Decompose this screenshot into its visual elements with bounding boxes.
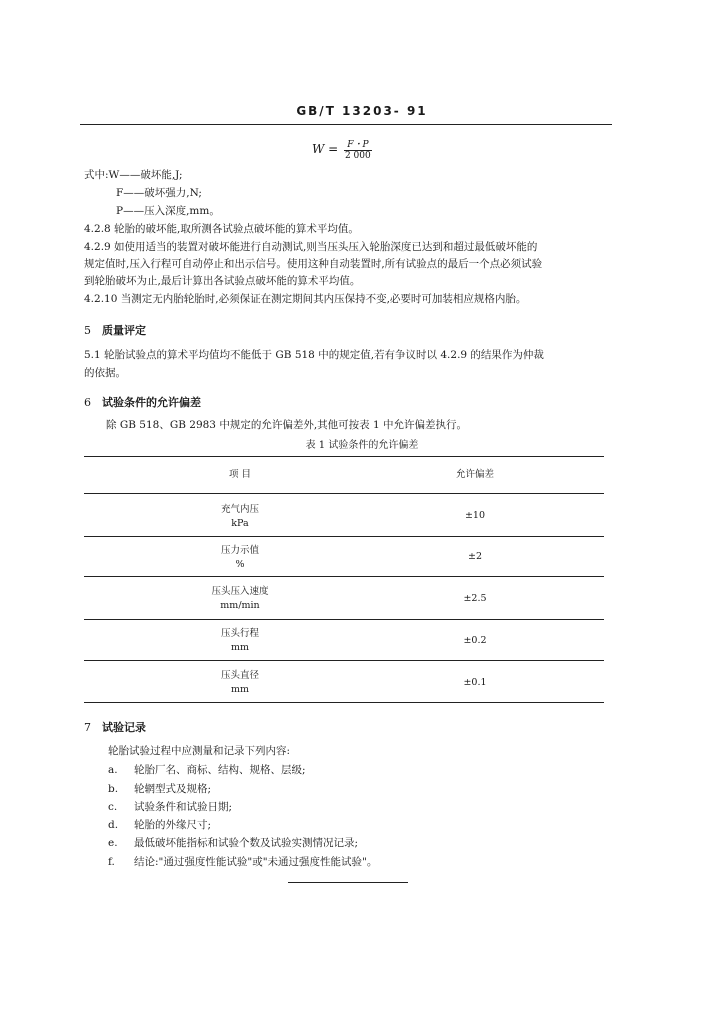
section-5-number: 5 (84, 324, 91, 337)
table-row-4-item: 压头行程 (220, 628, 259, 639)
table-row-rule (84, 660, 604, 661)
section-7-heading (84, 719, 146, 735)
section-6-intro: 除 GB 518、GB 2983 中规定的允许偏差外,其他可按表 1 中允许偏差执行。 (106, 419, 468, 431)
record-item-d-text: 轮胎的外缘尺寸; (134, 819, 212, 831)
record-item-f-letter: f. (108, 856, 115, 868)
table-row-5-item: 压头直径 (220, 670, 259, 681)
formula-lhs: W = (312, 142, 339, 156)
table-row-rule (84, 576, 604, 577)
clause-4-2-10: 4.2.10 当测定无内胎轮胎时,必须保证在测定期间其内压保持不变,必要时可加装相应规格内胎。 (84, 293, 527, 305)
table-row-3-tolerance: ±2.5 (463, 593, 487, 604)
clause-5-1-line1: 5.1 轮胎试验点的算术平均值均不能低于 GB 518 中的规定值,若有争议时以 4.2.9 的结果作为仲裁 (84, 349, 544, 361)
table-row-2-unit: % (235, 559, 245, 570)
table-row-1-tolerance: ±10 (464, 510, 486, 521)
section-6-number: 6 (84, 396, 91, 409)
header-rule (80, 124, 612, 125)
record-item-d (108, 818, 211, 832)
record-item-e-letter: e. (108, 837, 118, 849)
section-6-heading (84, 394, 201, 410)
record-item-b-letter: b. (108, 783, 119, 795)
clause-4-2-9-line1: 4.2.9 如使用适当的装置对破坏能进行自动测试,则当压头压入轮胎深度已达到和超过最低破坏能的 (84, 241, 538, 253)
table-row-5-unit: mm (230, 684, 250, 695)
table-row-2-item: 压力示值 (220, 545, 259, 556)
table-row-2-tolerance: ±2 (467, 551, 482, 562)
section-7-intro: 轮胎试验过程中应测量和记录下列内容: (108, 745, 291, 757)
clause-4-2-8: 4.2.8 轮胎的破坏能,取所测各试验点破坏能的算术平均值。 (84, 223, 359, 235)
record-item-f-text: 结论:"通过强度性能试验"或"未通过强度性能试验"。 (134, 856, 378, 868)
standard-code-header: GB/T 13203- 91 (296, 104, 428, 118)
where-p-definition: P——压入深度,mm。 (116, 205, 220, 217)
section-6-title: 试验条件的允许偏差 (102, 396, 201, 409)
table-top-rule (84, 456, 604, 457)
record-item-c-text: 试验条件和试验日期; (134, 801, 233, 813)
energy-formula (312, 137, 372, 161)
table-row-1-item: 充气内压 (220, 504, 259, 515)
section-5-heading (84, 322, 146, 338)
formula-numerator: F・P (344, 137, 371, 151)
table-header-rule (84, 493, 604, 494)
where-f-definition: F——破坏强力,N; (116, 187, 202, 199)
table-row-4-tolerance: ±0.2 (463, 635, 487, 646)
table-row-3-item: 压头压入速度 (211, 586, 269, 597)
record-item-a (108, 763, 306, 777)
section-7-title: 试验记录 (102, 721, 146, 734)
table-row-4-unit: mm (230, 642, 250, 653)
formula-denominator: 2 000 (344, 151, 371, 161)
record-item-d-letter: d. (108, 819, 119, 831)
record-item-a-text: 轮胎厂名、商标、结构、规格、层级; (134, 764, 306, 776)
record-item-b (108, 782, 211, 796)
record-item-c-letter: c. (108, 801, 118, 813)
record-item-c (108, 800, 232, 814)
section-5-title: 质量评定 (102, 324, 146, 337)
clause-5-1-line2: 的依据。 (84, 367, 126, 379)
table-row-rule (84, 619, 604, 620)
clause-4-2-9-line2: 规定值时,压入行程可自动停止和出示信号。使用这种自动装置时,所有试验点的最后一个点必须试验 (84, 258, 543, 270)
record-item-a-letter: a. (108, 764, 118, 776)
table-row-rule (84, 536, 604, 537)
table-row-3-unit: mm/min (220, 600, 260, 611)
section-7-number: 7 (84, 721, 91, 734)
record-item-e (108, 836, 358, 850)
clause-4-2-9-line3: 到轮胎破坏为止,最后计算出各试验点破坏能的算术平均值。 (84, 275, 361, 287)
table-row-5-tolerance: ±0.1 (463, 677, 487, 688)
table-bottom-rule (84, 702, 604, 703)
record-item-b-text: 轮辋型式及规格; (134, 783, 212, 795)
formula-fraction (344, 137, 371, 161)
table-header-tolerance: 允许偏差 (455, 469, 494, 480)
table-header-item: 项 目 (228, 469, 252, 480)
where-intro: 式中:W——破坏能,J; (84, 169, 183, 181)
table-row-1-unit: kPa (231, 518, 249, 529)
record-item-e-text: 最低破坏能指标和试验个数及试验实测情况记录; (134, 837, 359, 849)
record-item-f (108, 855, 377, 869)
table-1-caption: 表 1 试验条件的允许偏差 (305, 440, 419, 451)
end-rule (288, 882, 408, 883)
